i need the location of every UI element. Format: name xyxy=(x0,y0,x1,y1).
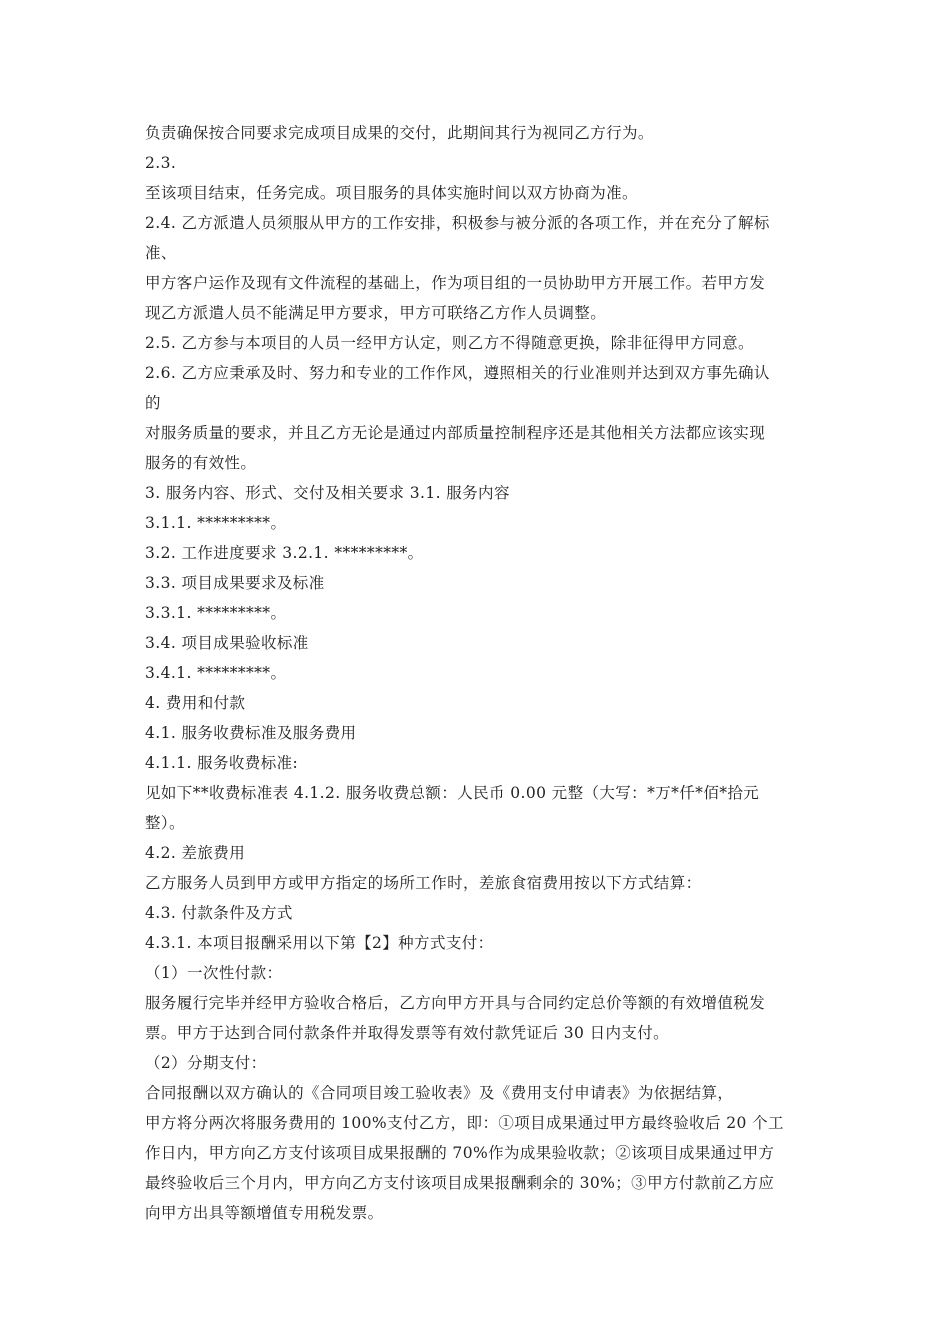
text-line: 向甲方出具等额增值专用税发票。 xyxy=(145,1204,384,1222)
text-line: 的 xyxy=(145,394,161,412)
text-line: 2.4. 乙方派遣人员须服从甲方的工作安排，积极参与被分派的各项工作，并在充分了解标 xyxy=(145,214,770,232)
text-line: 甲方客户运作及现有文件流程的基础上，作为项目组的一员协助甲方开展工作。若甲方发 xyxy=(145,274,766,292)
text-line: 服务履行完毕并经甲方验收合格后，乙方向甲方开具与合同约定总价等额的有效增值税发 xyxy=(145,994,766,1012)
text-line: 3.2. 工作进度要求 3.2.1. *********。 xyxy=(145,544,424,562)
section-heading: 3. 服务内容、形式、交付及相关要求 3.1. 服务内容 xyxy=(145,484,510,502)
text-line: 现乙方派遣人员不能满足甲方要求，甲方可联络乙方作人员调整。 xyxy=(145,304,607,322)
text-line: 服务的有效性。 xyxy=(145,454,257,472)
text-line: 2.6. 乙方应秉承及时、努力和专业的工作作风，遵照相关的行业准则并达到双方事先确认 xyxy=(145,364,770,382)
text-line: 整）。 xyxy=(145,814,185,832)
text-line: 准、 xyxy=(145,244,177,262)
text-line: 3.1.1. *********。 xyxy=(145,514,287,532)
text-line: 合同报酬以双方确认的《合同项目竣工验收表》及《费用支付申请表》为依据结算， xyxy=(145,1084,734,1102)
text-line: 至该项目结束，任务完成。项目服务的具体实施时间以双方协商为准。 xyxy=(145,184,638,202)
text-line: 甲方将分两次将服务费用的 100%支付乙方，即：①项目成果通过甲方最终验收后 20 个工 xyxy=(145,1114,784,1132)
section-heading: 4. 费用和付款 xyxy=(145,694,246,712)
document-body xyxy=(145,118,815,1228)
text-line: 2.3. xyxy=(145,154,177,172)
text-line: 对服务质量的要求，并且乙方无论是通过内部质量控制程序还是其他相关方法都应该实现 xyxy=(145,424,766,442)
text-line: 负责确保按合同要求完成项目成果的交付，此期间其行为视同乙方行为。 xyxy=(145,124,654,142)
text-line: 3.3.1. *********。 xyxy=(145,604,287,622)
text-line: 最终验收后三个月内，甲方向乙方支付该项目成果报酬剩余的 30%；③甲方付款前乙方应 xyxy=(145,1174,775,1192)
text-line: 乙方服务人员到甲方或甲方指定的场所工作时，差旅食宿费用按以下方式结算： xyxy=(145,874,702,892)
text-line: 票。甲方于达到合同付款条件并取得发票等有效付款凭证后 30 日内支付。 xyxy=(145,1024,670,1042)
text-line: （1）一次性付款： xyxy=(145,964,283,982)
text-line: 4.3. 付款条件及方式 xyxy=(145,904,293,922)
text-line: 4.3.1. 本项目报酬采用以下第【2】种方式支付： xyxy=(145,934,494,952)
text-line: 2.5. 乙方参与本项目的人员一经甲方认定，则乙方不得随意更换，除非征得甲方同意。 xyxy=(145,334,754,352)
text-line: 3.4.1. *********。 xyxy=(145,664,287,682)
text-line: （2）分期支付： xyxy=(145,1054,267,1072)
text-line: 4.1. 服务收费标准及服务费用 xyxy=(145,724,357,742)
text-line: 见如下**收费标准表 4.1.2. 服务收费总额：人民币 0.00 元整（大写：*万*仟*佰*拾元 xyxy=(145,784,760,802)
text-line: 4.2. 差旅费用 xyxy=(145,844,246,862)
text-line: 4.1.1. 服务收费标准: xyxy=(145,754,299,772)
text-line: 作日内，甲方向乙方支付该项目成果报酬的 70%作为成果验收款；②该项目成果通过甲方 xyxy=(145,1144,775,1162)
text-line: 3.3. 项目成果要求及标准 xyxy=(145,574,325,592)
text-line: 3.4. 项目成果验收标准 xyxy=(145,634,309,652)
